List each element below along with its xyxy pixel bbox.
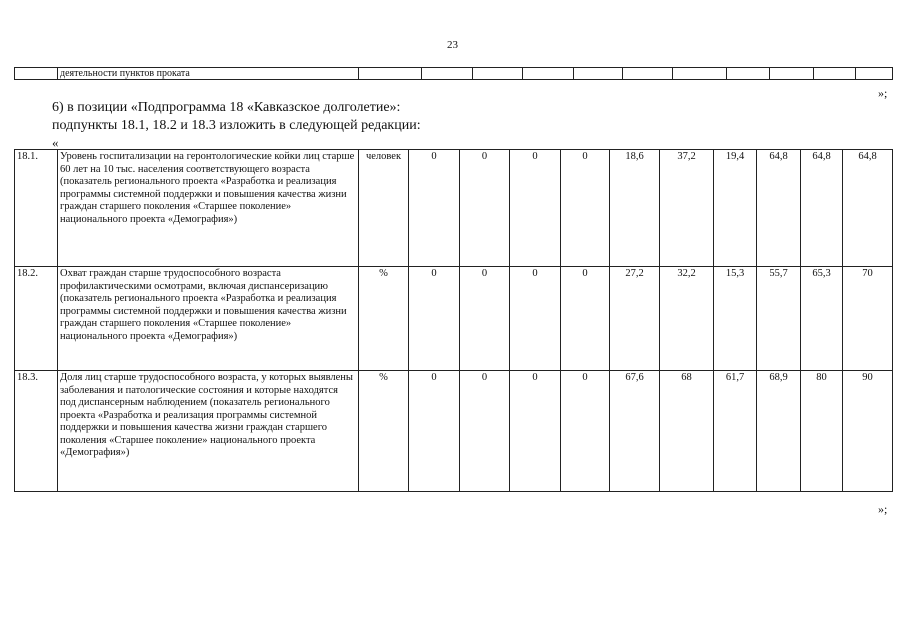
value-cell: 18,6 <box>610 150 660 267</box>
amendment-paragraph-line-2: подпункты 18.1, 18.2 и 18.3 изложить в следующей редакции: <box>52 118 421 133</box>
unit-of-measure: % <box>359 371 409 492</box>
closing-quote-mark: »; <box>878 502 888 516</box>
value-cell: 68,9 <box>757 371 801 492</box>
indicators-table <box>14 149 893 492</box>
indicator-description: Уровень госпитализации на геронтологические койки лиц старше 60 лет на 10 тыс. населения соответствующего возраста (показатель регионального проекта «Разработка и реализация программы системной поддержки и повышения качества жизни граждан старшего поколения «Старшее поколение» национального проекта «Демография») <box>58 150 359 267</box>
value-cell: 0 <box>409 267 460 371</box>
table-row <box>15 68 893 80</box>
value-cell: 70 <box>843 267 893 371</box>
value-cell: 0 <box>460 267 510 371</box>
value-cell: 64,8 <box>843 150 893 267</box>
table-cell-activity-text: деятельности пунктов проката <box>58 68 359 80</box>
value-cell: 64,8 <box>801 150 843 267</box>
unit-of-measure: человек <box>359 150 409 267</box>
value-cell: 27,2 <box>610 267 660 371</box>
table-cell <box>856 68 893 80</box>
indicator-description: Доля лиц старше трудоспособного возраста, у которых выявлены заболевания и патологические состояния и которые находятся под диспансерным наблюдением (показатель регионального проекта «Разработка и реализация программы системной поддержки и повышения качества жизни граждан старшего поколения «Старшее поколение» национального проекта «Демография») <box>58 371 359 492</box>
value-cell: 37,2 <box>660 150 714 267</box>
table-cell <box>814 68 856 80</box>
row-number: 18.2. <box>15 267 58 371</box>
table-cell <box>727 68 770 80</box>
table-cell <box>359 68 422 80</box>
value-cell: 64,8 <box>757 150 801 267</box>
value-cell: 32,2 <box>660 267 714 371</box>
value-cell: 15,3 <box>714 267 757 371</box>
value-cell: 0 <box>510 371 561 492</box>
row-number: 18.3. <box>15 371 58 492</box>
table-cell <box>523 68 574 80</box>
table-cell <box>770 68 814 80</box>
table-row <box>15 371 893 492</box>
value-cell: 67,6 <box>610 371 660 492</box>
value-cell: 61,7 <box>714 371 757 492</box>
top-table-fragment <box>14 67 893 80</box>
table-cell <box>473 68 523 80</box>
value-cell: 90 <box>843 371 893 492</box>
value-cell: 65,3 <box>801 267 843 371</box>
table-row <box>15 267 893 371</box>
value-cell: 80 <box>801 371 843 492</box>
value-cell: 0 <box>510 150 561 267</box>
opening-quote-mark: « <box>52 135 59 150</box>
amendment-paragraph-line-1: 6) в позиции «Подпрограмма 18 «Кавказское долголетие»: <box>52 100 401 115</box>
value-cell: 0 <box>409 371 460 492</box>
indicator-description: Охват граждан старше трудоспособного возраста профилактическими осмотрами, включая диспансеризацию (показатель регионального проекта «Разработка и реализация программы системной поддержки и повышения качества жизни граждан старшего поколения «Старшее поколение» национального проекта «Демография») <box>58 267 359 371</box>
closing-quote-mark: »; <box>878 86 888 100</box>
value-cell: 55,7 <box>757 267 801 371</box>
table-cell <box>422 68 473 80</box>
table-cell <box>673 68 727 80</box>
table-row <box>15 150 893 267</box>
value-cell: 0 <box>561 267 610 371</box>
unit-of-measure: % <box>359 267 409 371</box>
table-cell <box>623 68 673 80</box>
value-cell: 0 <box>460 371 510 492</box>
value-cell: 19,4 <box>714 150 757 267</box>
row-number: 18.1. <box>15 150 58 267</box>
value-cell: 0 <box>409 150 460 267</box>
page-number: 23 <box>447 39 458 51</box>
value-cell: 0 <box>460 150 510 267</box>
value-cell: 68 <box>660 371 714 492</box>
table-cell <box>15 68 58 80</box>
table-cell <box>574 68 623 80</box>
value-cell: 0 <box>561 371 610 492</box>
value-cell: 0 <box>561 150 610 267</box>
value-cell: 0 <box>510 267 561 371</box>
